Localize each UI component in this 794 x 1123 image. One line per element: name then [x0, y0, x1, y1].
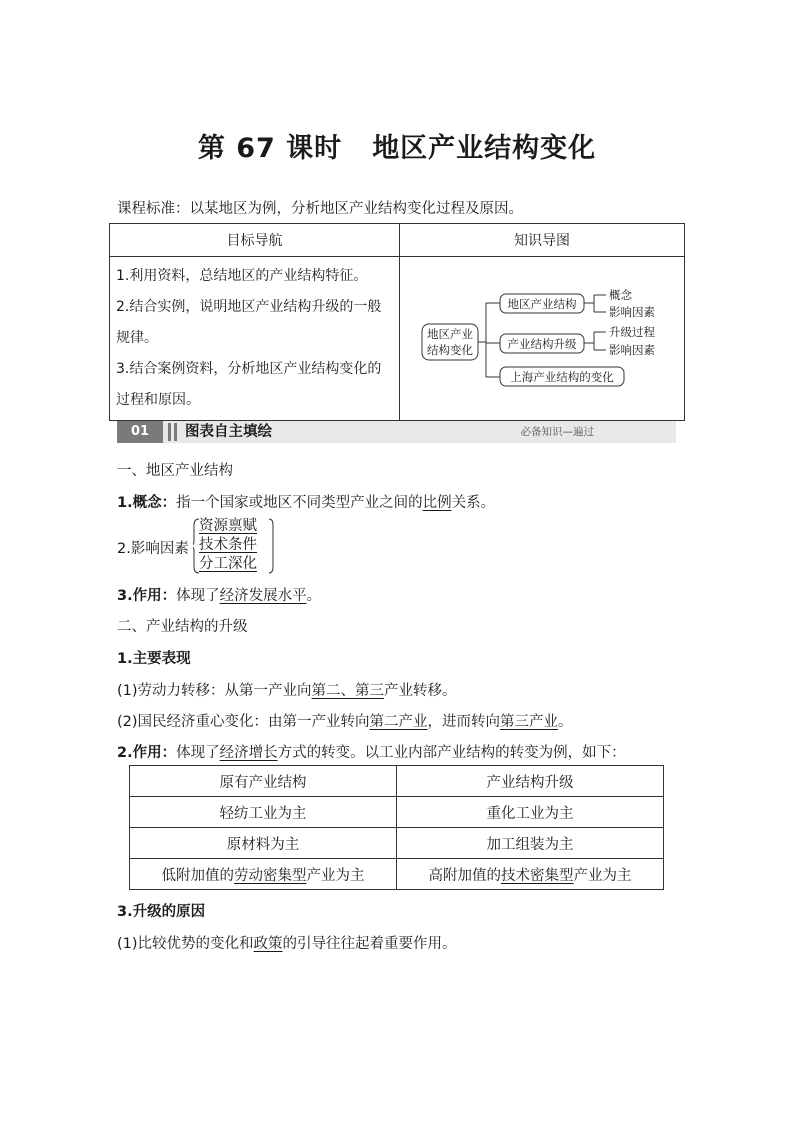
mindmap-branch: 产业结构升级	[507, 337, 577, 351]
concept-text: 指一个国家或地区不同类型产业之间的	[176, 495, 423, 511]
labor-text: (1)劳动力转移：从第一产业向	[117, 683, 312, 699]
table-cell: 重化工业为主	[397, 797, 664, 828]
main-performance-label: 1.主要表现	[117, 651, 191, 667]
mindmap-leaf: 升级过程	[609, 325, 655, 339]
concept-line	[117, 491, 495, 512]
mindmap-header: 知识导图	[400, 224, 685, 257]
upgrade-role-text-end: 方式的转变。以工业内部产业结构的转变为例，如下：	[277, 745, 626, 761]
factor-item: 技术条件	[199, 537, 257, 553]
labor-answer-2: 第三	[355, 683, 385, 699]
economy-line	[117, 710, 573, 731]
role-answer: 经济发展水平	[219, 588, 307, 604]
table-row	[130, 797, 664, 828]
part1-heading: 一、地区产业结构	[117, 463, 233, 479]
cell-answer: 技术密集型	[501, 867, 574, 884]
cell-answer: 劳动密集型	[234, 867, 307, 884]
labor-answer-1: 第二	[311, 683, 341, 699]
economy-answer-2: 第三产业	[500, 714, 559, 730]
cell-text-end: 产业为主	[573, 867, 632, 884]
concept-label: 1.概念：	[117, 495, 177, 511]
table-cell: 轻纺工业为主	[130, 797, 397, 828]
role-line	[117, 584, 321, 605]
banner-divider	[168, 423, 171, 441]
upgrade-table	[129, 765, 664, 890]
mindmap-cell	[400, 257, 685, 421]
labor-separator: 、	[340, 683, 356, 699]
mindmap-root-line2: 结构变化	[427, 343, 473, 357]
table-cell	[130, 859, 397, 890]
reason-text: (1)比较优势的变化和	[117, 936, 254, 952]
table-cell: 加工组装为主	[397, 828, 664, 859]
cell-text-end: 产业为主	[306, 867, 365, 884]
course-standard: 课程标准：以某地区为例，分析地区产业结构变化过程及原因。	[117, 201, 523, 217]
mindmap-diagram	[400, 261, 684, 416]
upgrade-role-text: 体现了	[176, 745, 220, 761]
reason-line	[117, 932, 457, 953]
upgrade-role-answer: 经济增长	[219, 745, 278, 761]
mindmap-leaf: 影响因素	[609, 305, 655, 319]
goal-item: 3.结合案例资料，分析地区产业结构变化的过程和原因。	[116, 361, 382, 408]
labor-line	[117, 679, 457, 700]
reason-text-end: 的引导往往起着重要作用。	[282, 936, 457, 952]
mindmap-connector	[584, 295, 606, 312]
reason-answer: 政策	[253, 936, 283, 952]
economy-answer-1: 第二产业	[369, 714, 428, 730]
economy-text-mid: ，进而转向	[427, 714, 501, 730]
mindmap-connector	[478, 303, 500, 377]
reason-label: 3.升级的原因	[117, 904, 206, 920]
goal-item: 1.利用资料，总结地区的产业结构特征。	[116, 268, 368, 284]
part2-heading: 二、产业结构的升级	[117, 619, 248, 635]
lesson-topic: 地区产业结构变化	[372, 133, 597, 164]
factors-label: 2.影响因素	[117, 541, 189, 557]
upgrade-role-label: 2.作用：	[117, 745, 177, 761]
upgrade-role-line	[117, 741, 626, 762]
economy-text-end: 。	[558, 714, 573, 730]
table-header: 产业结构升级	[397, 766, 664, 797]
mindmap-branch: 地区产业结构	[507, 297, 577, 311]
economy-text: (2)国民经济重心变化：由第一产业转向	[117, 714, 370, 730]
factors-list	[199, 517, 257, 574]
labor-text-end: 产业转移。	[384, 683, 457, 699]
mindmap-branch: 上海产业结构的变化	[510, 370, 614, 384]
goal-table	[109, 223, 685, 421]
concept-text-end: 关系。	[451, 495, 496, 511]
section-banner	[117, 421, 676, 443]
mindmap-root-line1: 地区产业	[427, 327, 473, 341]
goal-list	[110, 257, 400, 421]
mindmap-leaf: 概念	[609, 288, 632, 302]
section-number: 01	[117, 421, 163, 443]
concept-answer: 比例	[422, 495, 452, 511]
goal-header: 目标导航	[110, 224, 400, 257]
lesson-number: 第 67 课时	[197, 133, 343, 164]
role-label: 3.作用：	[117, 588, 177, 604]
cell-text: 低附加值的	[161, 867, 234, 884]
table-row	[130, 859, 664, 890]
section-tag: 必备知识—遍过	[520, 426, 594, 438]
mindmap-connector	[584, 332, 606, 350]
section-heading: 图表自主填绘	[185, 424, 272, 440]
table-cell: 原材料为主	[130, 828, 397, 859]
role-text: 体现了	[176, 588, 220, 604]
table-header-row	[130, 766, 664, 797]
cell-text: 高附加值的	[428, 867, 501, 884]
banner-divider	[174, 423, 177, 441]
page-title	[0, 126, 794, 165]
factor-item: 分工深化	[199, 556, 257, 572]
table-row	[130, 828, 664, 859]
role-text-end: 。	[306, 588, 322, 604]
goal-item: 2.结合实例，说明地区产业结构升级的一般规律。	[116, 299, 382, 346]
table-cell	[397, 859, 664, 890]
mindmap-leaf: 影响因素	[609, 343, 655, 357]
table-header: 原有产业结构	[130, 766, 397, 797]
factor-item: 资源禀赋	[199, 518, 257, 534]
